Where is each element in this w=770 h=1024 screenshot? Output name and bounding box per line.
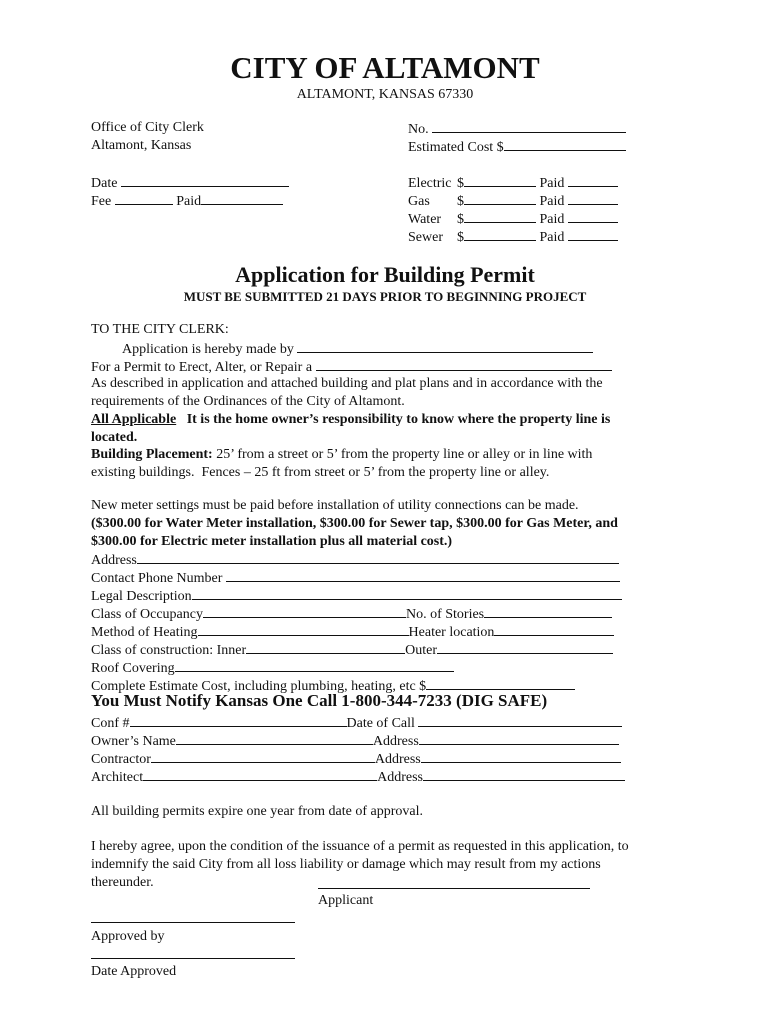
occupancy-field[interactable] — [203, 604, 406, 618]
applicant-label: Applicant — [318, 893, 374, 908]
owner-address-field[interactable] — [419, 731, 619, 745]
page-title: CITY OF ALTAMONT — [230, 50, 540, 85]
date-row — [91, 173, 289, 192]
fee-paid-label: Paid — [176, 194, 202, 209]
utility-paid-field[interactable] — [568, 209, 618, 223]
stories-field[interactable] — [484, 604, 612, 618]
date-label: Date — [91, 176, 118, 191]
estimated-cost-label: Estimated Cost $ — [408, 140, 504, 155]
utility-row-sewer — [408, 227, 618, 246]
owner-row — [91, 731, 619, 750]
applicant-name-field[interactable] — [297, 339, 593, 353]
approved-by-signature-line[interactable] — [91, 922, 295, 923]
heater-location-field[interactable] — [494, 622, 614, 636]
utility-dollar: $ — [457, 194, 464, 209]
contractor-address-label: Address — [374, 752, 421, 767]
property-line-text-2: located. — [91, 430, 138, 445]
placement-text-2: existing buildings. Fences – 25 ft from street or 5’ from the property line or alley. — [91, 465, 550, 480]
heating-field[interactable] — [198, 622, 409, 636]
utility-dollar: $ — [457, 230, 464, 245]
utility-label: Gas — [408, 194, 430, 209]
kansas-one-call-row — [91, 692, 547, 711]
roof-row — [91, 658, 454, 677]
roof-label: Roof Covering — [91, 661, 175, 676]
construction-outer-label: Outer — [405, 643, 438, 658]
utility-amount-field[interactable] — [464, 173, 536, 187]
contact-phone-label: Contact Phone Number — [91, 571, 223, 586]
utility-row-water — [408, 209, 618, 228]
date-approved-line[interactable] — [91, 958, 295, 959]
heating-label: Method of Heating — [91, 625, 198, 640]
made-by-label: Application is hereby made by — [122, 342, 294, 357]
agreement-line-2: indemnify the said City from all loss liability or damage which may result from my actions — [91, 857, 601, 872]
contractor-label: Contractor — [91, 752, 151, 767]
architect-row — [91, 767, 625, 786]
fee-paid-field[interactable] — [201, 191, 283, 205]
approved-by-label: Approved by — [91, 929, 165, 944]
architect-label: Architect — [91, 770, 144, 785]
permit-for-row — [91, 357, 612, 376]
architect-field[interactable] — [143, 767, 377, 781]
permit-number-row — [408, 119, 626, 138]
address-label: Address — [91, 553, 137, 568]
utility-dollar: $ — [457, 212, 464, 227]
permit-for-label: For a Permit to Erect, Alter, or Repair a — [91, 360, 313, 375]
construction-outer-field[interactable] — [437, 640, 613, 654]
utility-amount-field[interactable] — [464, 209, 536, 223]
contact-phone-row — [91, 568, 620, 587]
conf-field[interactable] — [130, 713, 347, 727]
architect-address-label: Address — [377, 770, 423, 785]
construction-row — [91, 640, 613, 659]
date-of-call-label: Date of Call — [346, 716, 415, 731]
conf-label: Conf # — [91, 716, 130, 731]
made-by-row — [122, 339, 593, 358]
submission-notice: MUST BE SUBMITTED 21 DAYS PRIOR TO BEGINNING PROJECT — [183, 289, 587, 304]
agreement-line-3: thereunder. — [91, 875, 154, 890]
contractor-address-field[interactable] — [421, 749, 621, 763]
construction-inner-field[interactable] — [246, 640, 405, 654]
fee-label: Fee — [91, 194, 112, 209]
office-line-1: Office of City Clerk — [91, 120, 204, 135]
placement-row — [91, 446, 592, 463]
applicant-signature-line[interactable] — [318, 888, 590, 889]
occupancy-row — [91, 604, 612, 623]
placement-label: Building Placement: — [91, 447, 213, 462]
owner-name-label: Owner’s Name — [91, 734, 176, 749]
date-field[interactable] — [121, 173, 289, 187]
legal-description-row — [91, 586, 622, 605]
application-title: Application for Building Permit — [235, 262, 535, 287]
meter-line-2: ($300.00 for Water Meter installation, $300.00 for Sewer tap, $300.00 for Gas Meter, and — [91, 516, 618, 531]
utility-label: Sewer — [408, 230, 443, 245]
described-line-2: requirements of the Ordinances of the City of Altamont. — [91, 394, 405, 409]
estimate-cost-field[interactable] — [426, 676, 575, 690]
structure-type-field[interactable] — [316, 357, 612, 371]
roof-field[interactable] — [175, 658, 454, 672]
utility-paid-label: Paid — [539, 176, 565, 191]
utility-paid-field[interactable] — [568, 173, 618, 187]
utility-label: Water — [408, 212, 442, 227]
date-of-call-field[interactable] — [418, 713, 622, 727]
estimated-cost-field[interactable] — [504, 137, 626, 151]
property-line-notice — [91, 411, 610, 428]
permit-number-field[interactable] — [432, 119, 626, 133]
meter-line-3: $300.00 for Electric meter installation plus all material cost.) — [91, 534, 453, 549]
utility-row-electric — [408, 173, 618, 192]
date-approved-label: Date Approved — [91, 964, 177, 979]
contact-phone-field[interactable] — [226, 568, 620, 582]
meter-line-1: New meter settings must be paid before installation of utility connections can be made. — [91, 498, 579, 513]
contractor-row — [91, 749, 621, 768]
agreement-line-1: I hereby agree, upon the condition of the issuance of a permit as requested in this application, to — [91, 839, 629, 854]
utility-label: Electric — [408, 176, 452, 191]
stories-label: No. of Stories — [405, 607, 485, 622]
address-row — [91, 550, 619, 569]
office-line-2: Altamont, Kansas — [91, 138, 192, 153]
conf-row — [91, 713, 622, 732]
address-field[interactable] — [137, 550, 619, 564]
owner-name-field[interactable] — [176, 731, 373, 745]
estimate-cost-label: Complete Estimate Cost, including plumbing, heating, etc $ — [91, 679, 427, 694]
utility-paid-label: Paid — [539, 230, 565, 245]
utility-paid-field[interactable] — [568, 191, 618, 205]
described-line-1: As described in application and attached building and plat plans and in accordance with the — [91, 376, 603, 391]
heater-location-label: Heater location — [408, 625, 495, 640]
fee-row — [91, 191, 283, 210]
heating-row — [91, 622, 614, 641]
utility-amount-field[interactable] — [464, 227, 536, 241]
permit-number-label: No. — [408, 122, 429, 137]
utility-paid-label: Paid — [539, 212, 565, 227]
to-clerk: TO THE CITY CLERK: — [91, 322, 229, 337]
utility-dollar: $ — [457, 176, 464, 191]
fee-field[interactable] — [115, 191, 173, 205]
utility-row-gas — [408, 191, 618, 210]
construction-inner-label: Class of construction: Inner — [91, 643, 247, 658]
legal-description-label: Legal Description — [91, 589, 192, 604]
kansas-one-call-notice: You Must Notify Kansas One Call 1-800-344-7233 (DIG SAFE) — [91, 691, 548, 710]
utility-paid-label: Paid — [539, 194, 565, 209]
all-applicable-label: All Applicable — [91, 412, 177, 427]
utility-amount-field[interactable] — [464, 191, 536, 205]
estimated-cost-row — [408, 137, 626, 156]
owner-address-label: Address — [372, 734, 419, 749]
legal-description-field[interactable] — [192, 586, 622, 600]
city-address: ALTAMONT, KANSAS 67330 — [296, 87, 474, 102]
expiration-notice: All building permits expire one year from date of approval. — [91, 804, 424, 819]
property-line-text: It is the home owner’s responsibility to know where the property line is — [186, 412, 611, 427]
occupancy-label: Class of Occupancy — [91, 607, 203, 622]
placement-text: 25’ from a street or 5’ from the property line or alley or in line with — [216, 447, 593, 462]
utility-paid-field[interactable] — [568, 227, 618, 241]
architect-address-field[interactable] — [423, 767, 625, 781]
contractor-field[interactable] — [151, 749, 375, 763]
